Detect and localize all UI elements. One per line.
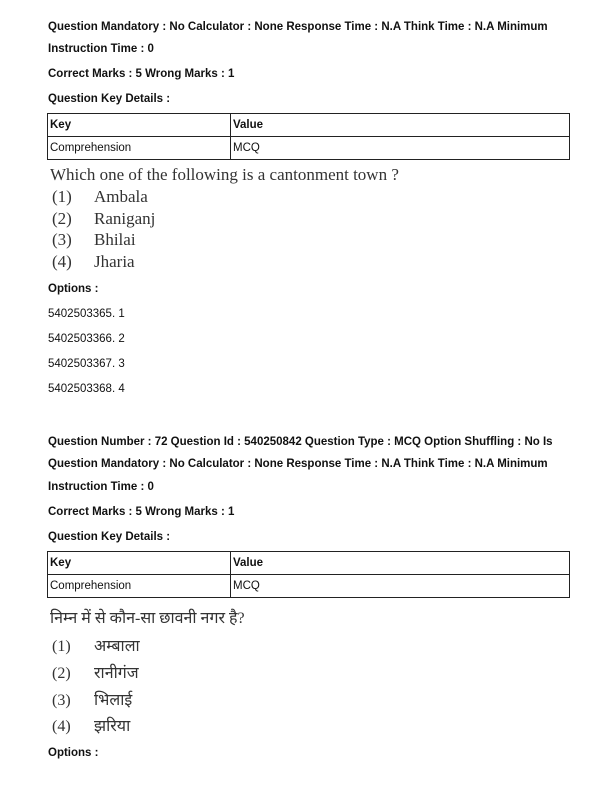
marks: Correct Marks : 5 Wrong Marks : 1 xyxy=(48,506,235,518)
options-label: Options : xyxy=(48,747,99,759)
choice-text: रानीगंज xyxy=(94,665,139,682)
choice-number: (2) xyxy=(52,209,72,228)
choice xyxy=(52,714,130,736)
question-meta-line: Question Mandatory : No Calculator : None Response Time : N.A Think Time : N.A Minimum xyxy=(48,458,548,470)
choice-text: झरिया xyxy=(94,718,131,735)
table-header-key: Key xyxy=(48,114,231,137)
choice-text: Bhilai xyxy=(94,230,136,249)
table-header-value: Value xyxy=(231,552,570,575)
choice xyxy=(52,688,132,710)
table-cell-value: MCQ xyxy=(231,137,570,160)
question-text: Which one of the following is a cantonment town ? xyxy=(50,165,399,184)
choice-text: अम्बाला xyxy=(94,638,140,655)
key-details-label: Question Key Details : xyxy=(48,93,171,105)
choice-number: (1) xyxy=(52,187,72,206)
marks: Correct Marks : 5 Wrong Marks : 1 xyxy=(48,68,235,80)
key-details-label: Question Key Details : xyxy=(48,531,171,543)
question-text-hindi: निम्न में से कौन-सा छावनी नगर है? xyxy=(50,610,245,627)
choice xyxy=(52,230,136,250)
option-id: 5402503367. 3 xyxy=(48,358,125,370)
choice-text: भिलाई xyxy=(94,692,133,709)
choice xyxy=(52,252,135,272)
option-id: 5402503366. 2 xyxy=(48,333,125,345)
table-header-key: Key xyxy=(48,552,231,575)
table-header-value: Value xyxy=(231,114,570,137)
key-details-table xyxy=(47,551,570,598)
key-details-table xyxy=(47,113,570,160)
choice xyxy=(52,661,139,683)
options-label: Options : xyxy=(48,283,99,295)
choice xyxy=(52,634,140,656)
table-cell-key: Comprehension xyxy=(48,575,231,598)
instruction-time: Instruction Time : 0 xyxy=(48,43,154,55)
question-meta-line: Question Mandatory : No Calculator : None Response Time : N.A Think Time : N.A Minimum xyxy=(48,21,548,33)
option-id: 5402503365. 1 xyxy=(48,308,125,320)
choice-number: (2) xyxy=(52,665,71,682)
choice xyxy=(52,209,155,229)
choice-number: (1) xyxy=(52,638,71,655)
choice-number: (4) xyxy=(52,252,72,271)
question-header-line: Question Number : 72 Question Id : 540250842 Question Type : MCQ Option Shuffling : No Is xyxy=(48,436,553,448)
choice-text: Raniganj xyxy=(94,209,156,228)
choice-number: (4) xyxy=(52,718,71,735)
choice-number: (3) xyxy=(52,692,71,709)
instruction-time: Instruction Time : 0 xyxy=(48,481,154,493)
choice-text: Ambala xyxy=(94,187,148,206)
table-cell-key: Comprehension xyxy=(48,137,231,160)
choice xyxy=(52,187,148,207)
choice-text: Jharia xyxy=(94,252,135,271)
option-id: 5402503368. 4 xyxy=(48,383,125,395)
table-cell-value: MCQ xyxy=(231,575,570,598)
choice-number: (3) xyxy=(52,230,72,249)
